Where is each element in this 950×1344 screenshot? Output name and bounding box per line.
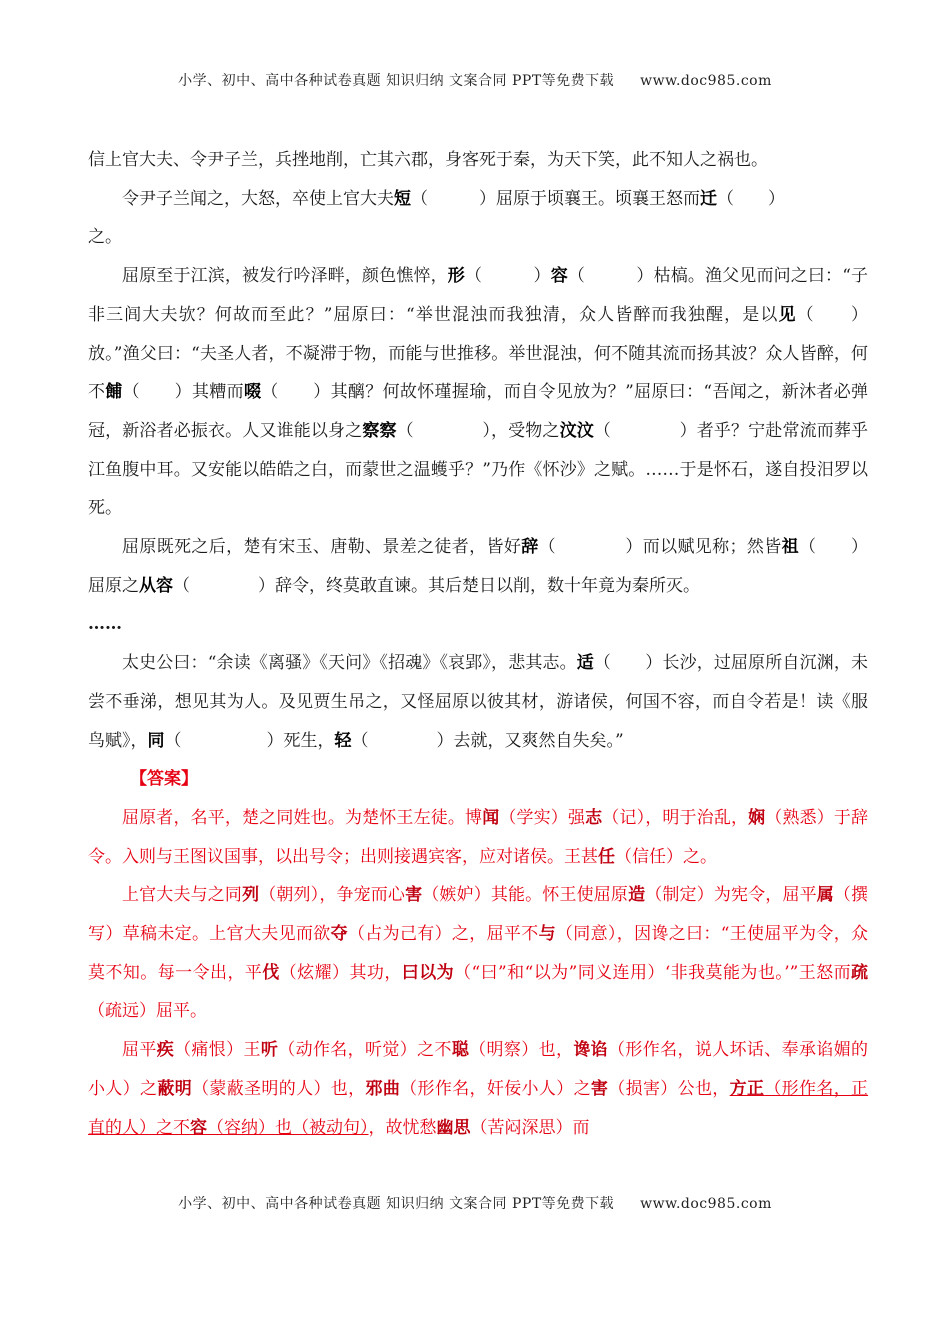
- paragraph-6: 太史公曰：“余读《离骚》《天问》《招魂》《哀郢》，悲其志。适（ ）长沙，过屈原所自沉渊，未尝不垂涕，想见其为人。及见贾生吊之，又怪屈原以彼其材，游诸侯，何国不容，而自令若是！读《服鸟赋》，同（ ）死生，轻（ ）去就，又爽然自失矣。”: [88, 653, 868, 751]
- header-text: 小学、初中、高中各种试卷真题 知识归纳 文案合同 PPT等免费下载: [178, 73, 615, 89]
- page-footer: [0, 1193, 950, 1213]
- paragraph-4: 屈原既死之后，楚有宋玉、唐勒、景差之徒者，皆好辞（ ）而以赋见称；然皆祖（ ）屈原之从容（ ）辞令，终莫敢直谏。其后楚日以削，数十年竟为秦所灭。: [88, 537, 869, 596]
- ellipsis-line: ……: [88, 614, 122, 635]
- footer-text: 小学、初中、高中各种试卷真题 知识归纳 文案合同 PPT等免费下载: [178, 1196, 615, 1212]
- footer-url[interactable]: www.doc985.com: [640, 1196, 772, 1212]
- paragraph-2: 令尹子兰闻之，大怒，卒使上官大夫短（ ）屈原于顷襄王。顷襄王怒而迁（ ）: [122, 188, 785, 209]
- answer-paragraph-3: 屈平疾（痛恨）王听（动作名，听觉）之不聪（明察）也，谗谄（形作名，说人坏话、奉承谄媚的小人）之蔽明（蒙蔽圣明的人）也，邪曲（形作名，奸佞小人）之害（损害）公也，方正（形作名，正直的人）之不容（容纳）也（被动句），故忧愁幽思（苦闷深思）而: [88, 1040, 869, 1138]
- document-body: [88, 141, 868, 1147]
- page-header: [0, 70, 950, 90]
- answer-label: 【答案】: [130, 769, 198, 790]
- answer-paragraph-1: 屈原者，名平，楚之同姓也。为楚怀王左徒。博闻（学实）强志（记），明于治乱，娴（熟悉）于辞令。入则与王图议国事，以出号令；出则接遇宾客，应对诸侯。王甚任（信任）之。: [88, 807, 869, 867]
- paragraph-2-end: 之。: [88, 227, 122, 248]
- answer-paragraph-2: 上官大夫与之同列（朝列），争宠而心害（嫉妒）其能。怀王使屈原造（制定）为宪令，屈平属（撰写）草稿未定。上官大夫见而欲夺（占为己有）之，屈平不与（同意），因谗之曰：“王使屈平为令，众莫不知。每一令出，平伐（炫耀）其功，曰以为（“曰”和“以为”同义连用）‘非我莫能为也。’”王怒而疏（疏远）屈平。: [88, 885, 869, 1022]
- paragraph-1: 信上官大夫、令尹子兰，兵挫地削，亡其六郡，身客死于秦，为天下笑，此不知人之祸也。: [88, 150, 768, 170]
- header-url[interactable]: www.doc985.com: [640, 73, 772, 89]
- paragraph-3: 屈原至于江滨，被发行吟泽畔，颜色憔悴，形（ ）容（ ）枯槁。渔父见而问之曰：“子非三闾大夫欤？何故而至此？”屈原曰：“举世混浊而我独清，众人皆醉而我独醒，是以见（ ）放。”渔父曰：“夫圣人者，不凝滞于物，而能与世推移。举世混浊，何不随其流而扬其波？众人皆醉，何不餔（ ）其糟而啜（ ）其醨？何故怀瑾握瑜，而自令见放为？”屈原曰：“吾闻之，新沐者必弹冠，新浴者必振衣。人又谁能以身之察察（ ），受物之汶汶（ ）者乎？宁赴常流而葬乎江鱼腹中耳。又安能以皓皓之白，而蒙世之温蠖乎？”乃作《怀沙》之赋。……于是怀石，遂自投汨罗以死。: [88, 266, 869, 519]
